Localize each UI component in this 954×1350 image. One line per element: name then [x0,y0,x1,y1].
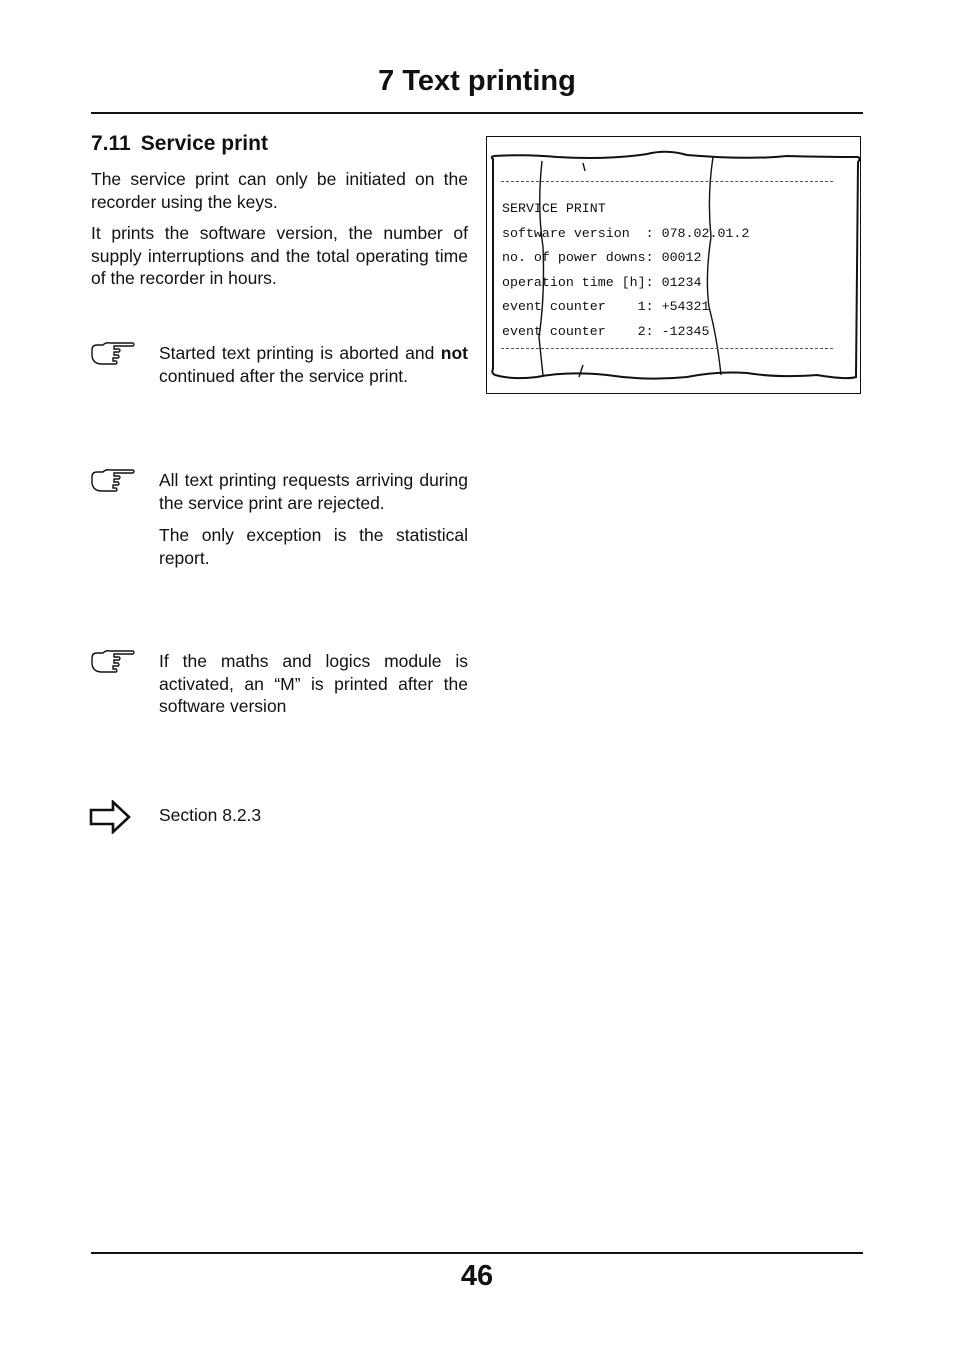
note-maths-text: If the maths and logics module is activated, an “M” is printed after the software version [159,651,468,716]
chapter-title: 7 Text printing [378,65,576,97]
section-reference: Section 8.2.3 [159,805,262,825]
print-line: event counter 2: -12345 [502,324,710,339]
note-abort-emphasis: not [440,343,468,363]
note-maths-module [159,650,468,718]
print-separator-bottom [501,348,833,349]
description-paragraph: It prints the software version, the number of supply interruptions and the total operating time of the recorder in hours. [91,223,468,288]
note-abort [159,342,468,387]
print-line: software version : 078.02.01.2 [502,226,750,241]
print-separator-top [501,181,833,182]
section-heading [91,130,268,158]
footer-rule [91,1252,863,1254]
torn-paper-outline [487,137,862,395]
print-line: no. of power downs: 00012 [502,250,702,265]
note-rejected [159,469,468,569]
print-line: event counter 1: +54321 [502,299,710,314]
note-exception-text: The only exception is the statistical report. [159,525,468,568]
pointing-hand-icon [90,467,136,495]
print-line: operation time [h]: 01234 [502,275,702,290]
intro-paragraph: The service print can only be initiated on the recorder using the keys. [91,169,468,212]
page-number: 46 [460,1260,494,1292]
arrow-right-icon [89,800,133,834]
header-rule [91,112,863,114]
pointing-hand-icon [90,648,136,676]
print-line: SERVICE PRINT [502,201,606,216]
section-number: 7.11 [91,132,131,155]
pointing-hand-icon [90,340,136,368]
note-abort-text: Started text printing is aborted and [159,343,441,363]
note-abort-text-end: continued after the service print. [159,365,409,386]
note-rejected-text: All text printing requests arriving during the service print are rejected. [159,470,468,513]
service-print-illustration [486,136,861,394]
section-title: Service print [140,132,268,155]
